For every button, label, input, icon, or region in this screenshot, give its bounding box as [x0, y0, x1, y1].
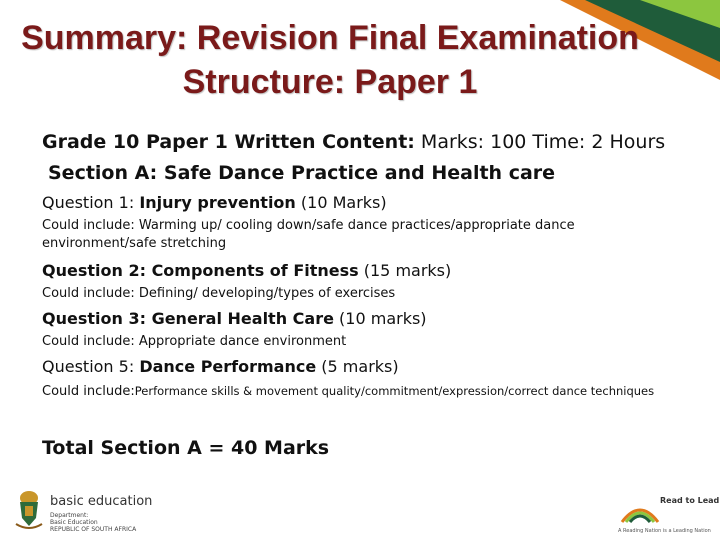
basic-education-logo: [6, 488, 176, 536]
read-to-lead-logo: [616, 488, 720, 538]
question-1-marks: (10 Marks): [295, 193, 387, 212]
question-1-note: Could include: Warming up/ cooling down/safe dance practices/appropriate dance environment/safe stretching: [42, 218, 575, 251]
question-1-topic: Injury prevention: [139, 193, 296, 212]
question-2-label: Question 2:: [42, 261, 152, 280]
question-5-topic: Dance Performance: [139, 357, 317, 376]
question-2-note: Could include: Defining/ developing/types of exercises: [42, 286, 396, 301]
dept-line-1: Department:: [50, 512, 89, 519]
question-2-topic: Components of Fitness: [151, 261, 359, 280]
book-icon: [620, 492, 660, 526]
read-to-lead-title: Read to Lead: [660, 496, 720, 505]
total-section-a: Total Section A = 40 Marks: [42, 437, 330, 459]
read-to-lead-tagline: A Reading Nation is a Leading Nation: [618, 528, 711, 534]
coat-of-arms-icon: [12, 488, 46, 534]
question-3-marks: (10 marks): [333, 309, 427, 328]
question-5-label: Question 5:: [42, 357, 140, 376]
section-a-heading: Section A: Safe Dance Practice and Health care: [48, 162, 556, 184]
question-3-note: Could include: Appropriate dance environment: [42, 334, 347, 349]
question-1: [42, 193, 387, 212]
exam-heading-rest: Marks: 100 Time: 2 Hours: [414, 131, 666, 153]
exam-heading: [42, 131, 665, 153]
question-2: [42, 261, 451, 280]
slide-title: Summary: Revision Final Examination Structure: Paper 1: [21, 19, 639, 101]
question-2-marks: (15 marks): [358, 261, 452, 280]
question-3-label: Question 3:: [42, 309, 152, 328]
question-5-note: [42, 382, 682, 401]
question-5-note-text: Performance skills & movement quality/commitment/expression/correct dance techniques: [134, 384, 655, 398]
exam-heading-bold: Grade 10 Paper 1 Written Content:: [42, 131, 415, 153]
dept-name: basic education: [50, 494, 153, 509]
dept-line-3: REPUBLIC OF SOUTH AFRICA: [50, 526, 137, 533]
question-5-note-prefix: Could include:: [42, 384, 135, 399]
dept-line-2: Basic Education: [50, 519, 98, 526]
dept-lines: [50, 512, 136, 533]
question-3: [42, 309, 427, 328]
question-3-topic: General Health Care: [151, 309, 334, 328]
question-5: [42, 357, 399, 376]
question-1-label: Question 1:: [42, 193, 140, 212]
question-5-marks: (5 marks): [316, 357, 399, 376]
